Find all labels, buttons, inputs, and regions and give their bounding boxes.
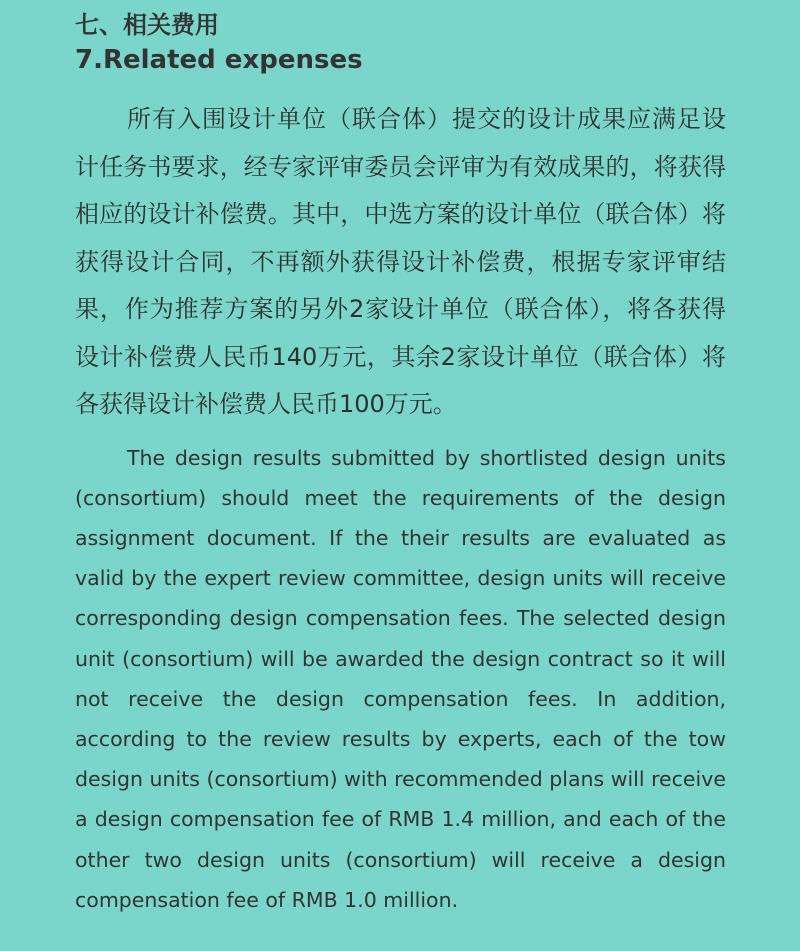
document-page [75,8,726,920]
section-title-chinese: 七、相关费用 [75,11,219,39]
section-title-english: 7.Related expenses [75,45,363,75]
paragraph-chinese: 所有入围设计单位（联合体）提交的设计成果应满足设计任务书要求，经专家评审委员会评审为有效成果的，将获得相应的设计补偿费。其中，中选方案的设计单位（联合体）将获得设计合同，不再额外获得设计补偿费，根据专家评审结果，作为推荐方案的另外2家设计单位（联合体），将各获得设计补偿费人民币140万元，其余2家设计单位（联合体）将各获得设计补偿费人民币100万元。 [75,105,726,418]
paragraph-english: The design results submitted by shortlisted design units (consortium) should meet the requirements of the design assignment document. If the their results are evaluated as valid by the expert review committee, design units will receive corresponding design compensation fees. The selected design unit (consortium) will be awarded the design contract so it will not receive the design compensation fees. In addition, according to the review results by experts, each of the tow design units (consortium) with recommended plans will receive a design compensation fee of RMB 1.4 million, and each of the other two design units (consortium) will receive a design compensation fee of RMB 1.0 million. [75,445,726,912]
